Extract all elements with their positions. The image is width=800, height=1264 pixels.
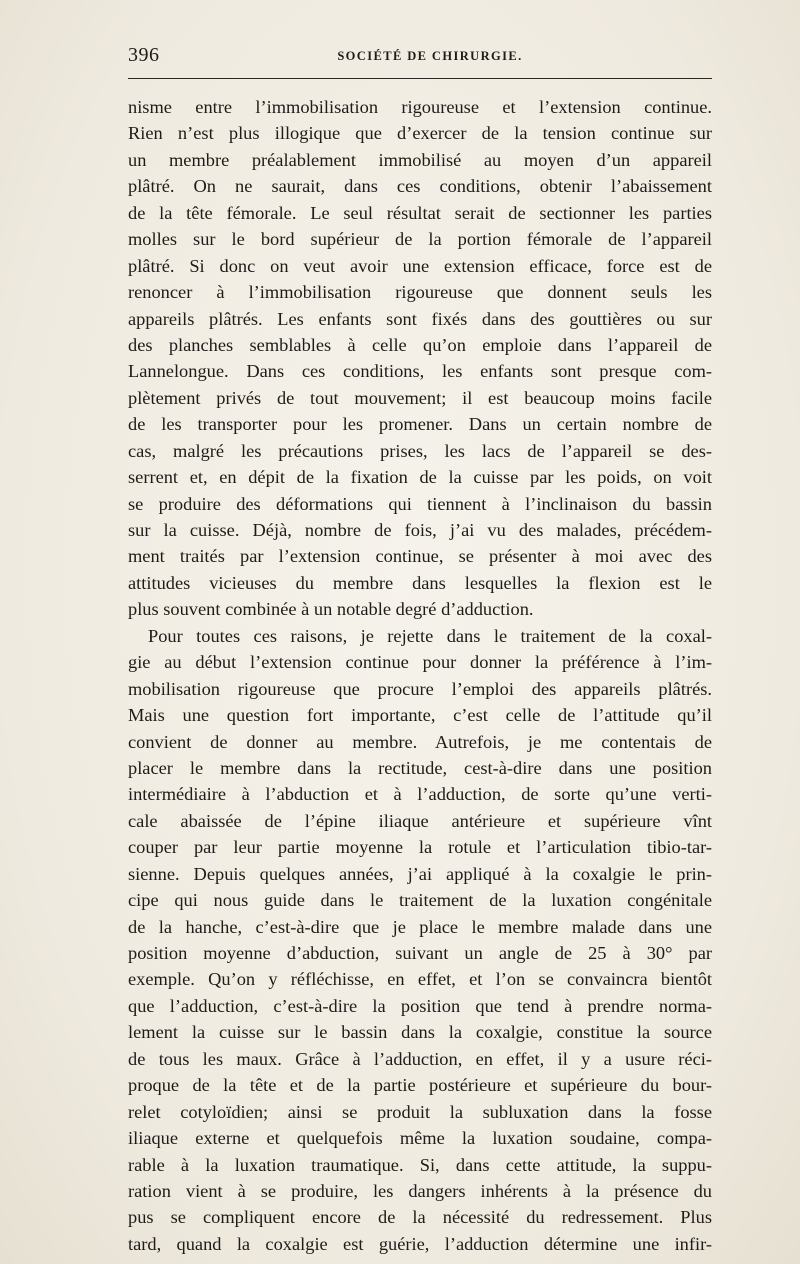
text-line: plètement privés de tout mouvement; il est beaucoup moins facile [128,387,712,408]
text-line: mobilisation rigoureuse que procure l’emploi des appareils plâtrés. [128,678,712,699]
text-line: intermédiaire à l’abduction et à l’adduction, de sorte qu’une verti- [128,784,712,805]
text-line: position moyenne d’abduction, suivant un angle de 25 à 30° par [128,943,712,963]
text-line: gie au début l’extension continue pour donner la préférence à l’im- [128,652,712,673]
text-line: Pour toutes ces raisons, je rejette dans le traitement de la coxal- [148,625,712,646]
paragraph [128,623,712,1258]
text-line: Rien n’est plus illogique que d’exercer de la tension continue sur [128,123,712,144]
text-line: de la hanche, c’est-à-dire que je place le membre malade dans une [128,916,712,937]
body-text [128,94,712,1257]
text-line: molles sur le bord supérieur de la portion fémorale de l’appareil [128,229,712,250]
text-line: plâtré. On ne saurait, dans ces conditions, obtenir l’abaissement [128,176,712,197]
text-line: convient de donner au membre. Autrefois, je me contentais de [128,731,712,752]
text-line: rable à la luxation traumatique. Si, dans cette attitude, la suppu- [128,1154,712,1175]
text-line: cipe qui nous guide dans le traitement de la luxation congénitale [128,890,712,911]
text-line: nisme entre l’immobilisation rigoureuse et l’extension continue. [128,97,712,117]
text-line: lement la cuisse sur le bassin dans la coxalgie, constitue la source [128,1022,712,1043]
text-line: proque de la tête et de la partie postérieure et supérieure du bour- [128,1075,712,1096]
text-line: exemple. Qu’on y réfléchisse, en effet, et l’on se convaincra bientôt [128,969,712,990]
text-line: ment traités par l’extension continue, se présenter à moi avec des [128,546,712,567]
text-line: plus souvent combinée à un notable degré d’adduction. [128,599,534,620]
text-line: renoncer à l’immobilisation rigoureuse que donnent seuls les [128,282,712,303]
text-line: iliaque externe et quelquefois même la luxation soudaine, compa- [128,1128,712,1149]
text-line: tard, quand la coxalgie est guérie, l’adduction détermine une infir- [128,1233,712,1254]
text-line: plâtré. Si donc on veut avoir une extension efficace, force est de [128,255,712,276]
text-line: que l’adduction, c’est-à-dire la position que tend à prendre norma- [128,995,712,1016]
header-rule [128,78,712,79]
text-line: Mais une question fort importante, c’est celle de l’attitude qu’il [128,705,712,726]
text-line: cas, malgré les précautions prises, les lacs de l’appareil se des- [128,440,712,461]
text-line: attitudes vicieuses du membre dans lesquelles la flexion est le [128,572,712,593]
text-line: de les transporter pour les promener. Dans un certain nombre de [128,414,712,435]
text-line: un membre préalablement immobilisé au moyen d’un appareil [128,149,712,170]
running-title: SOCIÉTÉ DE CHIRURGIE. [337,49,523,63]
paragraph [128,94,712,623]
text-line: sur la cuisse. Déjà, nombre de fois, j’ai vu des malades, précédem- [128,520,712,540]
text-line: Lannelongue. Dans ces conditions, les enfants sont presque com- [128,361,712,382]
text-line: couper par leur partie moyenne la rotule et l’articulation tibio-tar- [128,837,712,858]
text-line: ration vient à se produire, les dangers inhérents à la présence du [128,1180,712,1201]
page-number: 396 [128,44,160,66]
text-line: sienne. Depuis quelques années, j’ai appliqué à la coxalgie le prin- [128,863,712,884]
text-line: pus se compliquent encore de la nécessité du redressement. Plus [128,1207,712,1228]
text-line: des planches semblables à celle qu’on emploie dans l’appareil de [128,334,712,355]
text-line: appareils plâtrés. Les enfants sont fixés dans des gouttières ou sur [128,308,712,329]
text-line: relet cotyloïdien; ainsi se produit la subluxation dans la fosse [128,1101,712,1122]
page-header [128,44,712,74]
text-line: se produire des déformations qui tiennent à l’inclinaison du bassin [128,493,712,514]
text-line: placer le membre dans la rectitude, cest-à-dire dans une position [128,757,712,778]
text-line: de tous les maux. Grâce à l’adduction, en effet, il y a usure réci- [128,1048,712,1069]
text-line: cale abaissée de l’épine iliaque antérieure et supérieure vînt [128,810,712,831]
text-line: serrent et, en dépit de la fixation de la cuisse par les poids, on voit [128,467,712,488]
text-line: de la tête fémorale. Le seul résultat serait de sectionner les parties [128,202,712,223]
